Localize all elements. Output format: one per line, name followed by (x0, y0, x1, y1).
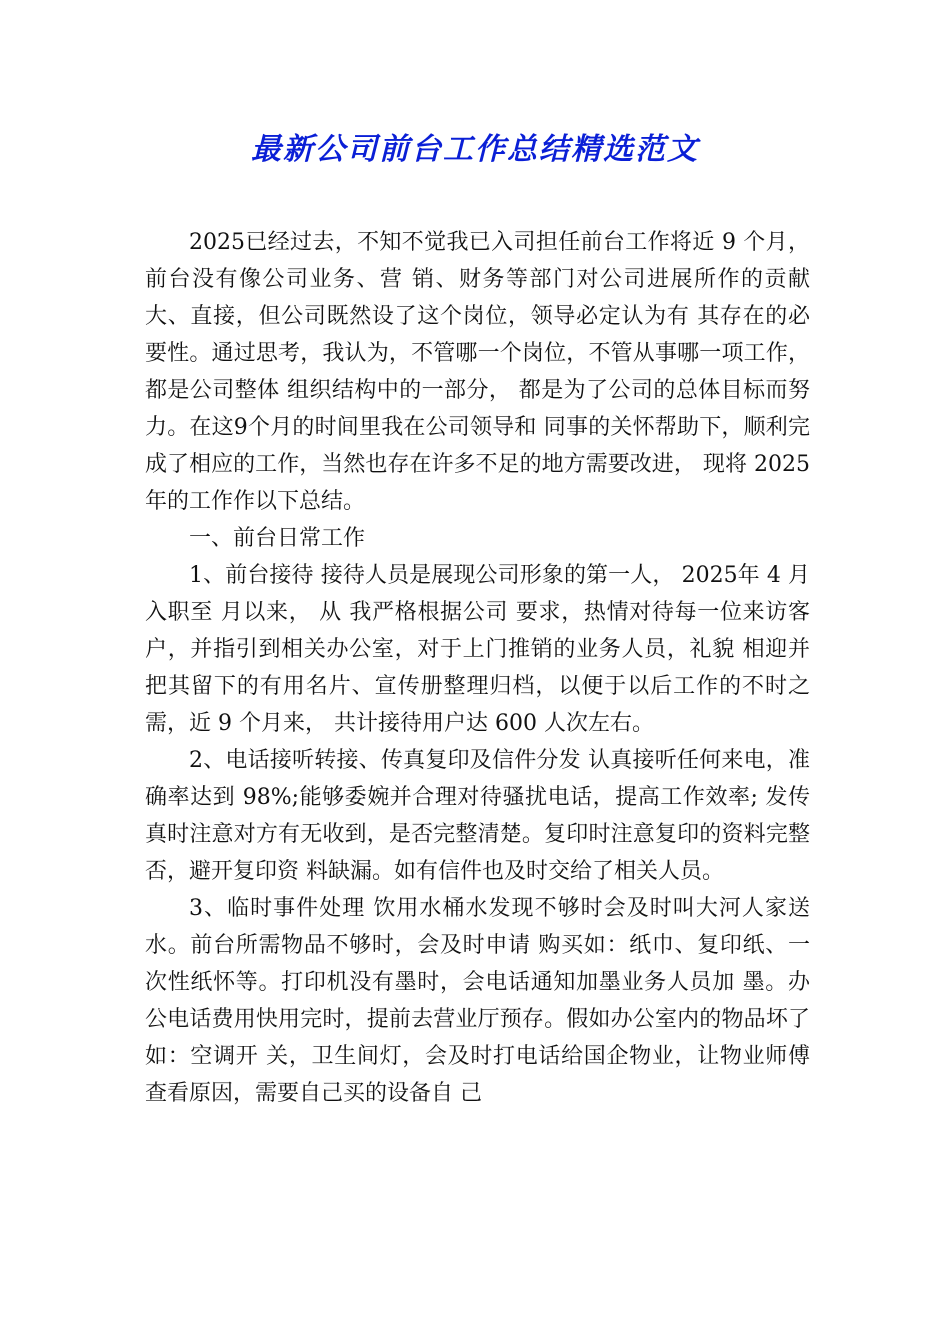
item-paragraph-incidents: 3、临时事件处理 饮用水桶水发现不够时会及时叫大河人家送水。前台所需物品不够时，会及时申请 购买如：纸巾、复印纸、一次性纸怀等。打印机没有墨时，会电话通知加墨业务人员加 墨。办公电话费用快用完时，提前去营业厅预存。假如办公室内的物品坏了如：空调开 关，卫生间灯，会及时打电话给国企物业，让物业师傅查看原因，需要自己买的设备自 己 (145, 896, 810, 1106)
item-paragraph-reception: 1、前台接待 接待人员是展现公司形象的第一人， 2025年 4 月入职至 月以来， 从 我严格根据公司 要求，热情对待每一位来访客户，并指引到相关办公室，对于上门推销的业务人员，礼貌 相迎并把其留下的有用名片、宣传册整理归档，以便于以后工作的不时之需，近 9 个月来， 共计接待用户达 600 人次左右。 (145, 563, 810, 736)
item-paragraph-phone: 2、电话接听转接、传真复印及信件分发 认真接听任何来电，准确率达到 98%;能够委婉并合理对待骚扰电话，提高工作效率; 发传真时注意对方有无收到，是否完整清楚。复印时注意复印的资料完整否，避开复印资 料缺漏。如有信件也及时交给了相关人员。 (145, 748, 810, 884)
document-body (145, 224, 810, 1112)
document-title: 最新公司前台工作总结精选范文 (251, 132, 699, 167)
intro-paragraph: 2025已经过去，不知不觉我已入司担任前台工作将近 9 个月，前台没有像公司业务、营 销、财务等部门对公司进展所作的贡献大、直接，但公司既然设了这个岗位，领导必定认为有 其存在的必要性。通过思考，我认为，不管哪一个岗位，不管从事哪一项工作，都是公司整体 组织结构中的一部分， 都是为了公司的总体目标而努力。在这9个月的时间里我在公司领导和 同事的关怀帮助下，顺利完成了相应的工作，当然也存在许多不足的地方需要改进， 现将 2025年的工作作以下总结。 (145, 230, 810, 514)
section-heading: 一、前台日常工作 (189, 526, 366, 551)
